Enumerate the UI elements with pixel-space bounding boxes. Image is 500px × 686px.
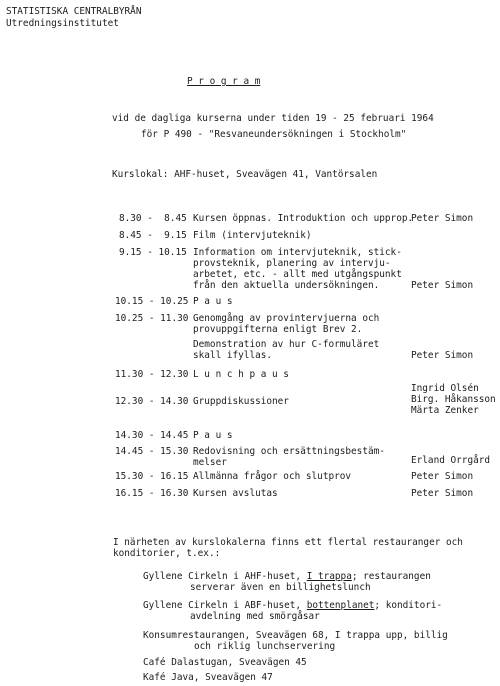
program-title: P r o g r a m bbox=[187, 76, 261, 87]
schedule-text: Genomgång av provintervjuerna och provuppgifterna enligt Brev 2. bbox=[193, 313, 380, 335]
restaurant-detail: avdelning med smörgåsar bbox=[190, 611, 320, 622]
course-dates: vid de dagliga kurserna under tiden 19 - 25 februari 1964 bbox=[112, 113, 434, 124]
schedule-person: Peter Simon bbox=[411, 350, 474, 361]
schedule-time: 8.30 - 8.45 bbox=[119, 213, 187, 224]
schedule-text: Kursen öppnas. Introduktion och upprop. bbox=[193, 213, 414, 224]
department: Utredningsinstitutet bbox=[6, 18, 119, 29]
restaurant-item: Kafé Java, Sveavägen 47 bbox=[143, 672, 273, 683]
restaurant-item bbox=[143, 571, 431, 582]
restaurant-item bbox=[143, 600, 442, 611]
schedule-text: Allmänna frågor och slutprov bbox=[193, 471, 352, 482]
schedule-time: 9.15 - 10.15 bbox=[119, 247, 187, 258]
schedule-text: Film (intervjuteknik) bbox=[193, 230, 312, 241]
schedule-person: Erland Orrgård bbox=[411, 455, 491, 466]
restaurant-detail: serverar även en billighetslunch bbox=[190, 582, 371, 593]
schedule-text: Kursen avslutas bbox=[193, 488, 278, 499]
schedule-text: Redovisning och ersättningsbestäm- melser bbox=[193, 446, 385, 468]
course-subject: för P 490 - "Resvaneundersökningen i Stockholm" bbox=[141, 129, 407, 140]
schedule-time: 10.25 - 11.30 bbox=[115, 313, 189, 324]
schedule-text: Information om intervjuteknik, stick- provsteknik, planering av intervju- arbetet, etc. - allt med utgångspunkt från den aktuella undersökningen. bbox=[193, 247, 402, 291]
schedule-person: Peter Simon bbox=[411, 213, 474, 224]
schedule-person: Peter Simon bbox=[411, 488, 474, 499]
schedule-text: P a u s bbox=[193, 296, 233, 307]
schedule-person: Ingrid Olsén Birg. Håkansson Märta Zenker bbox=[411, 383, 496, 416]
restaurant-text-cont: ; konditori- bbox=[374, 600, 443, 611]
org-name: STATISTISKA CENTRALBYRÅN bbox=[6, 6, 142, 17]
restaurant-text-cont: ; restaurangen bbox=[351, 571, 431, 582]
schedule-text: P a u s bbox=[193, 430, 233, 441]
restaurant-text: Gyllene Cirkeln i ABF-huset, bbox=[143, 600, 307, 611]
schedule-text: Gruppdiskussioner bbox=[193, 396, 289, 407]
venue: Kurslokal: AHF-huset, Sveavägen 41, Vantörsalen bbox=[112, 169, 378, 180]
schedule-time: 8.45 - 9.15 bbox=[119, 230, 187, 241]
schedule-time: 12.30 - 14.30 bbox=[115, 396, 189, 407]
schedule-time: 11.30 - 12.30 bbox=[115, 369, 189, 380]
restaurant-item: Konsumrestaurangen, Sveavägen 68, I trappa upp, billig bbox=[143, 630, 448, 641]
schedule-text: L u n c h p a u s bbox=[193, 369, 289, 380]
restaurant-location: I trappa bbox=[306, 571, 352, 582]
schedule-text: Demonstration av hur C-formuläret skall ifyllas. bbox=[193, 339, 380, 361]
restaurants-intro: I närheten av kurslokalerna finns ett flertal restauranger och konditorier, t.ex.: bbox=[113, 537, 463, 559]
schedule-time: 15.30 - 16.15 bbox=[115, 471, 189, 482]
schedule-time: 14.30 - 14.45 bbox=[115, 430, 189, 441]
restaurant-text: Gyllene Cirkeln i AHF-huset, bbox=[143, 571, 307, 582]
schedule-time: 14.45 - 15.30 bbox=[115, 446, 189, 457]
restaurant-location: bottenplanet bbox=[306, 600, 375, 611]
schedule-time: 10.15 - 10.25 bbox=[115, 296, 189, 307]
restaurant-detail: och riklig lunchservering bbox=[194, 641, 336, 652]
schedule-time: 16.15 - 16.30 bbox=[115, 488, 189, 499]
schedule-person: Peter Simon bbox=[411, 280, 474, 291]
schedule-person: Peter Simon bbox=[411, 471, 474, 482]
restaurant-item: Café Dalastugan, Sveavägen 45 bbox=[143, 657, 307, 668]
